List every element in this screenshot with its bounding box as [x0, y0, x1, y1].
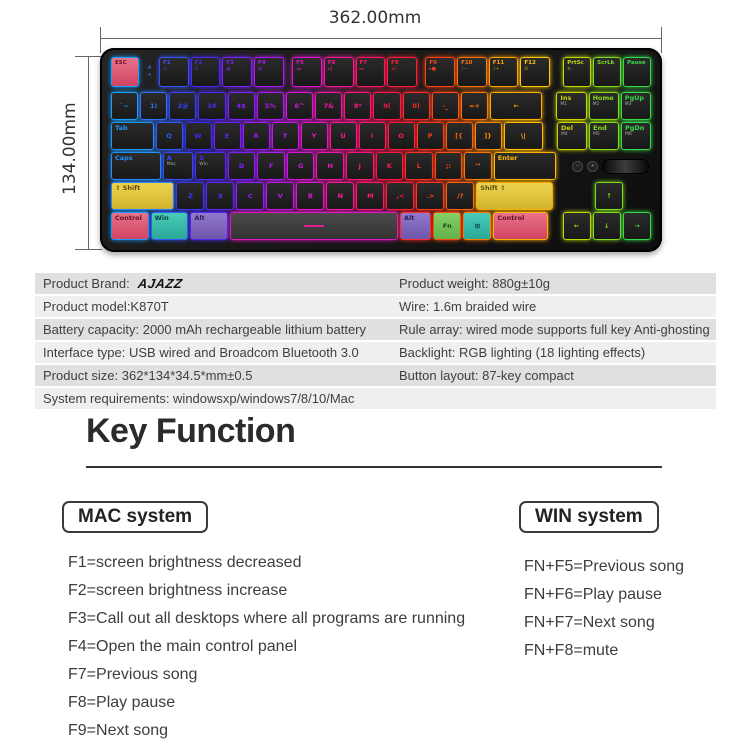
- keyboard-key: F4 ▤: [254, 57, 284, 87]
- keyboard-key: End M5: [589, 122, 619, 150]
- keyboard-key: 6^: [286, 92, 313, 120]
- width-dimension-tick-left: [100, 27, 101, 53]
- keyboard-key: F5 ◂◂: [292, 57, 322, 87]
- keyboard-key: ]}: [475, 122, 502, 150]
- keyboard-key: Control: [493, 212, 548, 240]
- keyboard-key: 0): [403, 92, 430, 120]
- keyboard-key: 8*: [344, 92, 371, 120]
- keyboard-key: -_: [432, 92, 459, 120]
- mac-function-item: F3=Call out all desktops where all programs are running: [68, 610, 466, 627]
- keyboard-key: K: [376, 152, 404, 180]
- key-spacebar: [230, 212, 398, 240]
- keyboard-key: O: [388, 122, 415, 150]
- keyboard-key: Caps: [111, 152, 161, 180]
- volume-icon: −: [572, 161, 583, 172]
- keyboard-spacer: [544, 92, 554, 120]
- mac-function-item: F9=Next song: [68, 722, 169, 739]
- keyboard-key: /?: [446, 182, 474, 210]
- keyboard-key: J: [346, 152, 374, 180]
- height-dimension-tick-top: [75, 56, 102, 57]
- keyboard-key: PgDn M6: [621, 122, 651, 150]
- width-dimension-tick-right: [661, 27, 662, 53]
- keyboard-spacer: [286, 57, 291, 87]
- spec-row: [35, 296, 716, 317]
- keyboard-key: 3#: [198, 92, 225, 120]
- keyboard-key: ↓: [593, 212, 621, 240]
- keyboard-key: ↑: [595, 182, 623, 210]
- keyboard-key: Alt: [400, 212, 431, 240]
- spec-row: [35, 342, 716, 363]
- volume-roller: [570, 152, 651, 180]
- keyboard-key: ;:: [435, 152, 463, 180]
- mac-function-item: F7=Previous song: [68, 666, 198, 683]
- spec-cell-right: Product weight: 880g±10g: [399, 276, 550, 291]
- spec-cell-left: Interface type: USB wired and Broadcom Bluetooth 3.0: [43, 345, 359, 360]
- spec-row: [35, 273, 716, 294]
- spec-cell-left: Battery capacity: 2000 mAh rechargeable lithium battery: [43, 322, 367, 337]
- spec-cell-left: Product size: 362*134*34.5*mm±0.5: [43, 368, 253, 383]
- keyboard-key: Home M2: [589, 92, 619, 120]
- keyboard-row: [111, 152, 651, 180]
- keyboard-spacer: [419, 57, 424, 87]
- keyboard-key: ScrLk: [593, 57, 621, 87]
- keyboard-key: H: [316, 152, 344, 180]
- keyboard-key: F10 ♪−: [457, 57, 487, 87]
- keyboard-key: U: [330, 122, 357, 150]
- keyboard-key: Fn: [433, 212, 461, 240]
- spec-row: [35, 388, 716, 409]
- keyboard-key: Enter: [494, 152, 556, 180]
- mac-function-item: F4=Open the main control panel: [68, 638, 298, 655]
- keyboard-key: Pause: [623, 57, 651, 87]
- keyboard-key: E: [214, 122, 241, 150]
- mac-function-item: F2=screen brightness increase: [68, 582, 288, 599]
- keyboard-row: [111, 122, 651, 150]
- mac-system-box: MAC system: [62, 501, 208, 533]
- height-dimension-label: 134.00mm: [60, 102, 80, 195]
- keyboard-row: [111, 92, 651, 120]
- keyboard-key: =+: [461, 92, 488, 120]
- keyboard-spacer: [555, 182, 565, 210]
- keyboard-spacer: [545, 122, 555, 150]
- keyboard-key: M: [356, 182, 384, 210]
- spec-cell-right: Button layout: 87-key compact: [399, 368, 574, 383]
- ajazz-brand-logo: AJAZZ: [136, 276, 184, 291]
- height-dimension-line: [88, 56, 89, 250]
- keyboard-key: F3 ▣: [222, 57, 252, 87]
- spec-row: [35, 319, 716, 340]
- mac-function-item: F8=Play pause: [68, 694, 176, 711]
- spec-cell-left: Product Brand: AJAZZ: [43, 276, 184, 291]
- keyboard-key: C: [236, 182, 264, 210]
- keyboard-image: [100, 48, 662, 252]
- keyboard-key: Tab: [111, 122, 154, 150]
- keyboard-key: F12 ∅: [520, 57, 550, 87]
- lock-indicator-icons: ·A ·+: [146, 65, 152, 78]
- keyboard-key: ESC: [111, 57, 139, 87]
- keyboard-key: L: [405, 152, 433, 180]
- keyboard-key: Shift ⇧: [476, 182, 552, 210]
- keyboard-key: PgUp M3: [621, 92, 651, 120]
- mac-function-list: [68, 549, 465, 745]
- keyboard-key: F: [257, 152, 285, 180]
- spec-table: [35, 273, 716, 411]
- keyboard-key: 2@: [169, 92, 196, 120]
- keyboard-spacer: [550, 212, 560, 240]
- spec-cell-right: Backlight: RGB lighting (18 lighting effects): [399, 345, 646, 360]
- keyboard-spacer: [552, 57, 561, 87]
- volume-icon: +: [587, 161, 598, 172]
- keyboard-key: ,<: [386, 182, 414, 210]
- keyboard-key: 7&: [315, 92, 342, 120]
- keyboard-key: 4$: [228, 92, 255, 120]
- keyboard-key: Z: [176, 182, 204, 210]
- keyboard-key: Del M4: [557, 122, 587, 150]
- keyboard-key: I: [359, 122, 386, 150]
- keyboard-key: ⊞: [463, 212, 491, 240]
- keyboard-spacer: [567, 182, 593, 210]
- keyboard-key: F7 ▸▸: [356, 57, 386, 87]
- keyboard-key: F11 ♪+: [489, 57, 519, 87]
- keyboard-key: '": [464, 152, 492, 180]
- width-dimension-line: [100, 38, 662, 39]
- key-function-underline: [86, 466, 662, 468]
- win-function-item: FN+F8=mute: [524, 642, 619, 659]
- keyboard-key: F1 ⊙: [159, 57, 189, 87]
- keyboard-spacer: [558, 152, 568, 180]
- spec-cell-right: Rule array: wired mode supports full key Anti-ghosting: [399, 322, 710, 337]
- keyboard-key: N: [326, 182, 354, 210]
- keyboard-key: →: [623, 212, 651, 240]
- keyboard-key: F6 ▸‖: [324, 57, 354, 87]
- keyboard-key: 9(: [373, 92, 400, 120]
- keyboard-key: S Win: [195, 152, 226, 180]
- height-dimension-tick-bottom: [75, 249, 102, 250]
- win-function-item: FN+F7=Next song: [524, 614, 655, 631]
- keyboard-key: Ins M1: [556, 92, 586, 120]
- spec-cell-right: Wire: 1.6m braided wire: [399, 299, 537, 314]
- win-function-list: [524, 553, 684, 665]
- keyboard-key: Win: [151, 212, 189, 240]
- keyboard-key: F8 ◂∅: [387, 57, 417, 87]
- key-function-title: Key Function: [86, 412, 296, 450]
- keyboard-key: F2 ⊕: [191, 57, 221, 87]
- keyboard-row: [111, 212, 651, 240]
- width-dimension-label: 362.00mm: [328, 8, 422, 28]
- keyboard-key: A Mac: [163, 152, 194, 180]
- keyboard-key: PrtSc ↻: [563, 57, 591, 87]
- keyboard-key: Q: [156, 122, 183, 150]
- win-system-box: WIN system: [519, 501, 659, 533]
- keyboard-rows: [111, 57, 651, 240]
- keyboard-key: R: [243, 122, 270, 150]
- keyboard-row: [111, 57, 651, 87]
- roller-knob: [602, 159, 649, 174]
- win-function-item: FN+F5=Previous song: [524, 558, 685, 575]
- mac-function-item: F1=screen brightness decreased: [68, 554, 302, 571]
- keyboard-key: Control: [111, 212, 149, 240]
- keyboard-key: 5%: [257, 92, 284, 120]
- keyboard-key: ←: [563, 212, 591, 240]
- keyboard-key: V: [266, 182, 294, 210]
- spec-cell-left: System requirements: windowsxp/windows7/8/10/Mac: [43, 391, 355, 406]
- keyboard-key: B: [296, 182, 324, 210]
- keyboard-key: Alt: [190, 212, 228, 240]
- keyboard-key: D: [228, 152, 256, 180]
- keyboard-key: G: [287, 152, 315, 180]
- keyboard-key: .>: [416, 182, 444, 210]
- spec-cell-left: Product model:K870T: [43, 299, 169, 314]
- keyboard-key: [{: [446, 122, 473, 150]
- spec-row: [35, 365, 716, 386]
- keyboard-key: Y: [301, 122, 328, 150]
- keyboard-key: `~: [111, 92, 138, 120]
- keyboard-key: F9 ▸■: [425, 57, 455, 87]
- keyboard-key: ⇧ Shift: [111, 182, 174, 210]
- keyboard-key: P: [417, 122, 444, 150]
- keyboard-key: 1!: [140, 92, 167, 120]
- win-function-item: FN+F6=Play pause: [524, 586, 662, 603]
- keyboard-key: ←: [490, 92, 542, 120]
- keyboard-spacer: [625, 182, 651, 210]
- keyboard-key: W: [185, 122, 212, 150]
- keyboard-key: T: [272, 122, 299, 150]
- keyboard-key: \|: [504, 122, 544, 150]
- keyboard-row: [111, 182, 651, 210]
- keyboard-key: X: [206, 182, 234, 210]
